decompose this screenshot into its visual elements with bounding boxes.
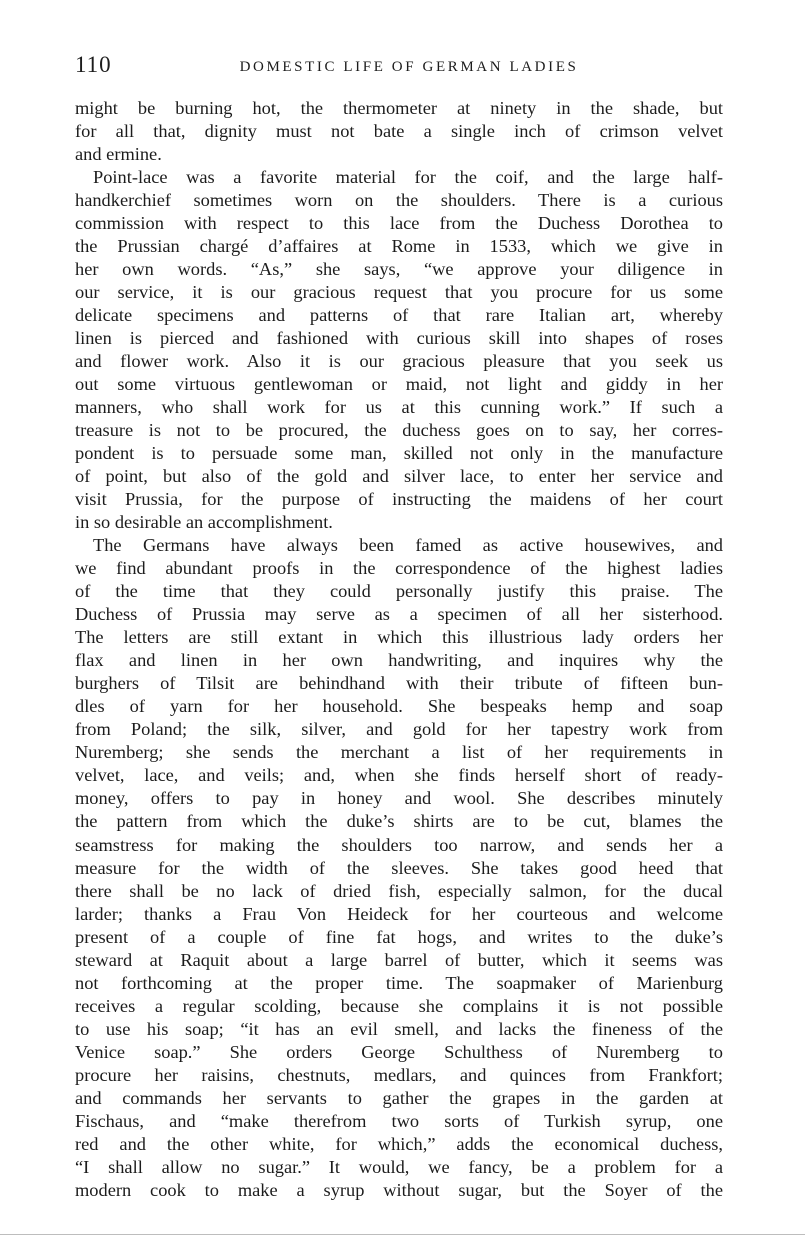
text-line: out some virtuous gentlewoman or maid, not light and giddy in her (75, 374, 723, 395)
text-line: dles of yarn for her household. She bespeaks hemp and soap (75, 696, 723, 717)
text-line: there shall be no lack of dried fish, especially salmon, for the ducal (75, 880, 723, 901)
text-line: pondent is to persuade some man, skilled not only in the manufacture (75, 443, 723, 464)
text-line: money, offers to pay in honey and wool. She describes minutely (75, 788, 723, 809)
text-line: of point, but also of the gold and silver lace, to enter her service and (75, 466, 723, 487)
page-number: 110 (75, 52, 112, 77)
text-line: measure for the width of the sleeves. She takes good heed that (75, 857, 723, 878)
text-line: in so desirable an accomplishment. (75, 512, 333, 533)
text-line: modern cook to make a syrup without sugar, but the Soyer of the (75, 1179, 723, 1200)
text-line: handkerchief sometimes worn on the shoulders. There is a curious (75, 190, 723, 211)
text-line: procure her raisins, chestnuts, medlars, and quinces from Frankfort; (75, 1064, 723, 1085)
text-line: visit Prussia, for the purpose of instructing the maidens of her court (75, 489, 723, 510)
body-text (75, 97, 723, 1202)
text-line: velvet, lace, and veils; and, when she finds herself short of ready- (75, 765, 723, 786)
page-header (75, 52, 725, 88)
text-line: The Germans have always been famed as active housewives, and (93, 535, 723, 556)
text-line: manners, who shall work for us at this cunning work.” If such a (75, 397, 723, 418)
text-line: and flower work. Also it is our gracious pleasure that you seek us (75, 351, 723, 372)
text-line: for all that, dignity must not bate a single inch of crimson velvet (75, 121, 723, 142)
text-line: her own words. “As,” she says, “we approve your diligence in (75, 259, 723, 280)
text-line: burghers of Tilsit are behindhand with their tribute of fifteen bun- (75, 673, 723, 694)
text-line: commission with respect to this lace from the Duchess Dorothea to (75, 213, 723, 234)
text-line: might be burning hot, the thermometer at ninety in the shade, but (75, 98, 723, 118)
text-line: Venice soap.” She orders George Schulthess of Nuremberg to (75, 1041, 723, 1062)
text-line: not forthcoming at the proper time. The soapmaker of Marienburg (75, 972, 723, 993)
text-line: treasure is not to be procured, the duchess goes on to say, her corres- (75, 420, 723, 441)
text-line: seamstress for making the shoulders too narrow, and sends her a (75, 834, 723, 855)
text-line: receives a regular scolding, because she complains it is not possible (75, 995, 723, 1016)
text-line: flax and linen in her own handwriting, and inquires why the (75, 650, 723, 671)
text-line: to use his soap; “it has an evil smell, and lacks the fineness of the (75, 1018, 723, 1039)
text-line: Point-lace was a favorite material for the coif, and the large half- (93, 167, 723, 188)
text-line: present of a couple of fine fat hogs, and writes to the duke’s (75, 926, 723, 947)
text-line: red and the other white, for which,” adds the economical duchess, (75, 1133, 723, 1154)
text-line: we find abundant proofs in the correspondence of the highest ladies (75, 558, 723, 579)
text-line: steward at Raquit about a large barrel of butter, which it seems was (75, 949, 723, 970)
text-line: from Poland; the silk, silver, and gold for her tapestry work from (75, 719, 723, 740)
text-line: The letters are still extant in which this illustrious lady orders her (75, 627, 723, 648)
text-line: of the time that they could personally justify this praise. The (75, 581, 723, 602)
running-title: DOMESTIC LIFE OF GERMAN LADIES (239, 59, 579, 75)
text-line: linen is pierced and fashioned with curious skill into shapes of roses (75, 328, 723, 349)
text-line: “I shall allow no sugar.” It would, we fancy, be a problem for a (75, 1156, 723, 1177)
text-line: larder; thanks a Frau Von Heideck for her courteous and welcome (75, 903, 723, 924)
text-line: Fischaus, and “make therefrom two sorts of Turkish syrup, one (75, 1110, 723, 1131)
text-line: and ermine. (75, 144, 162, 165)
text-line: Nuremberg; she sends the merchant a list of her requirements in (75, 742, 723, 763)
text-line: delicate specimens and patterns of that rare Italian art, whereby (75, 305, 723, 326)
text-line: the Prussian chargé d’affaires at Rome in 1533, which we give in (75, 236, 723, 257)
bottom-edge-rule (0, 1234, 805, 1235)
text-line: our service, it is our gracious request that you procure for us some (75, 282, 723, 303)
text-line: and commands her servants to gather the grapes in the garden at (75, 1087, 723, 1108)
text-line: Duchess of Prussia may serve as a specimen of all her sisterhood. (75, 604, 723, 625)
text-line: the pattern from which the duke’s shirts are to be cut, blames the (75, 811, 723, 832)
